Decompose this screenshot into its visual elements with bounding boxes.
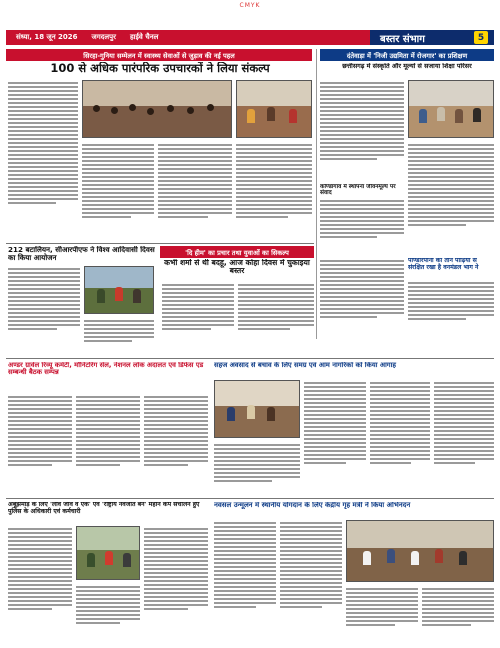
article-9-headline: अबूझमाड़ के लिए 'लवि जीव व एक' एवं 'राष्ट्रीय नवजात बने' महान कैप संचालन हुए पुलिस के अधिकारी एवं कर्मचारी <box>8 502 200 515</box>
article-3-photo <box>84 266 154 314</box>
article-1-body <box>8 80 78 240</box>
article-4-headline: कभी शर्मो से थी बदहू, आज कोहा दिवस में चुकाइया बस्तर <box>164 259 310 276</box>
article-6-body <box>408 280 494 338</box>
article-1-body-4 <box>236 142 312 240</box>
section-banner <box>370 30 494 45</box>
brand-name: हाईवे चैनल <box>129 33 159 41</box>
article-2-headline: छत्तीसगढ़ में संस्कृति और मूल्यों से सजाया शिक्षा परिसर <box>342 63 472 70</box>
page-header <box>6 30 494 45</box>
cmyk-mark: CMYK <box>239 2 261 9</box>
article-1-kicker: सिरहा-गुनिया सम्मेलन में स्वास्थ्य सेवाओं से जुड़ाव की नई पहल <box>6 49 312 61</box>
section-divider-3 <box>6 498 494 499</box>
article-10-photo <box>346 520 494 582</box>
article-8-body-2 <box>370 380 430 494</box>
article-5-body <box>320 198 404 254</box>
article-8-body-3 <box>434 380 494 494</box>
article-8-photo <box>214 380 300 438</box>
article-3-headline: 212 बटालियन, सीआरपीएफ ने विश्व आदिवासी दिवस का किया आयोजन <box>8 246 155 262</box>
article-1-photo-2 <box>236 80 312 138</box>
article-2-photo <box>408 80 494 138</box>
article-7-body-2 <box>76 394 140 494</box>
article-8-headline: सहज अवसाद से बचाव के लिए समग्र एवं आम नागरिकों को किया आगाह <box>214 362 396 369</box>
article-9-body-2 <box>76 584 140 642</box>
article-8-body-4 <box>214 442 300 494</box>
article-4-body-2 <box>238 282 314 354</box>
article-5-headline: कोण्डागांव में स्थापना जीवनमूल्य पर संवाद <box>320 184 396 197</box>
article-7-body <box>8 394 72 494</box>
article-1-body-2 <box>82 142 154 240</box>
issue-city: जगदलपुर <box>91 33 116 41</box>
column-rule <box>316 49 317 339</box>
article-1-headline: 100 से अधिक पारंपरिक उपचारकों ने लिया संकल्प <box>50 62 270 75</box>
article-1-photo <box>82 80 232 138</box>
article-9-body-3 <box>144 526 208 642</box>
article-10-body-2 <box>280 520 342 642</box>
article-1-body-3 <box>158 142 232 240</box>
article-9-photo <box>76 526 140 580</box>
page-number: 5 <box>474 31 488 44</box>
article-10-body-4 <box>422 586 494 642</box>
issue-date: संध्या, 18 जून 2026 <box>16 33 78 41</box>
article-4-kicker: 'दि हीम' का प्रचार तथा युवाओं का सिकल्प <box>160 246 314 258</box>
article-2-body <box>320 80 404 180</box>
article-9-body <box>8 526 72 642</box>
article-2-body-2 <box>408 142 494 254</box>
article-10-headline: नवसल उन्मूलन में स्थानीय योगदान के लिए केंद्रीय गृह मंत्री ने किया अभिनंदन <box>214 502 411 509</box>
article-4-body <box>162 282 234 354</box>
article-8-body <box>304 380 366 494</box>
header-left <box>6 30 370 45</box>
article-7-body-3 <box>144 394 208 494</box>
article-2-kicker: दंतेवाड़ा में 'निजी उद्यमिता में रोजगार' का प्रशिक्षण <box>320 49 494 61</box>
section-divider <box>6 243 314 244</box>
article-7-headline: अण्डर ग्रावेल रिव्यू कमेटी, मॉनिटरिंग सेल, नेशनल लोक अदालत एवं डिफेंस एड सम्बन्धी बैठक सम्पन्न <box>8 362 204 377</box>
article-2-body-3 <box>320 258 404 338</box>
article-10-body-3 <box>346 586 418 642</box>
section-title: बस्तर संभाग <box>380 33 425 45</box>
section-divider-2 <box>6 358 494 359</box>
article-10-body <box>214 520 276 642</box>
article-6-headline: पाण्डेरिपानी को तीन पीढ़ियों से संरक्षित रखा है वनमंडल भाग ने <box>408 258 479 271</box>
article-3-body <box>8 266 80 354</box>
article-3-body-2 <box>84 318 154 354</box>
